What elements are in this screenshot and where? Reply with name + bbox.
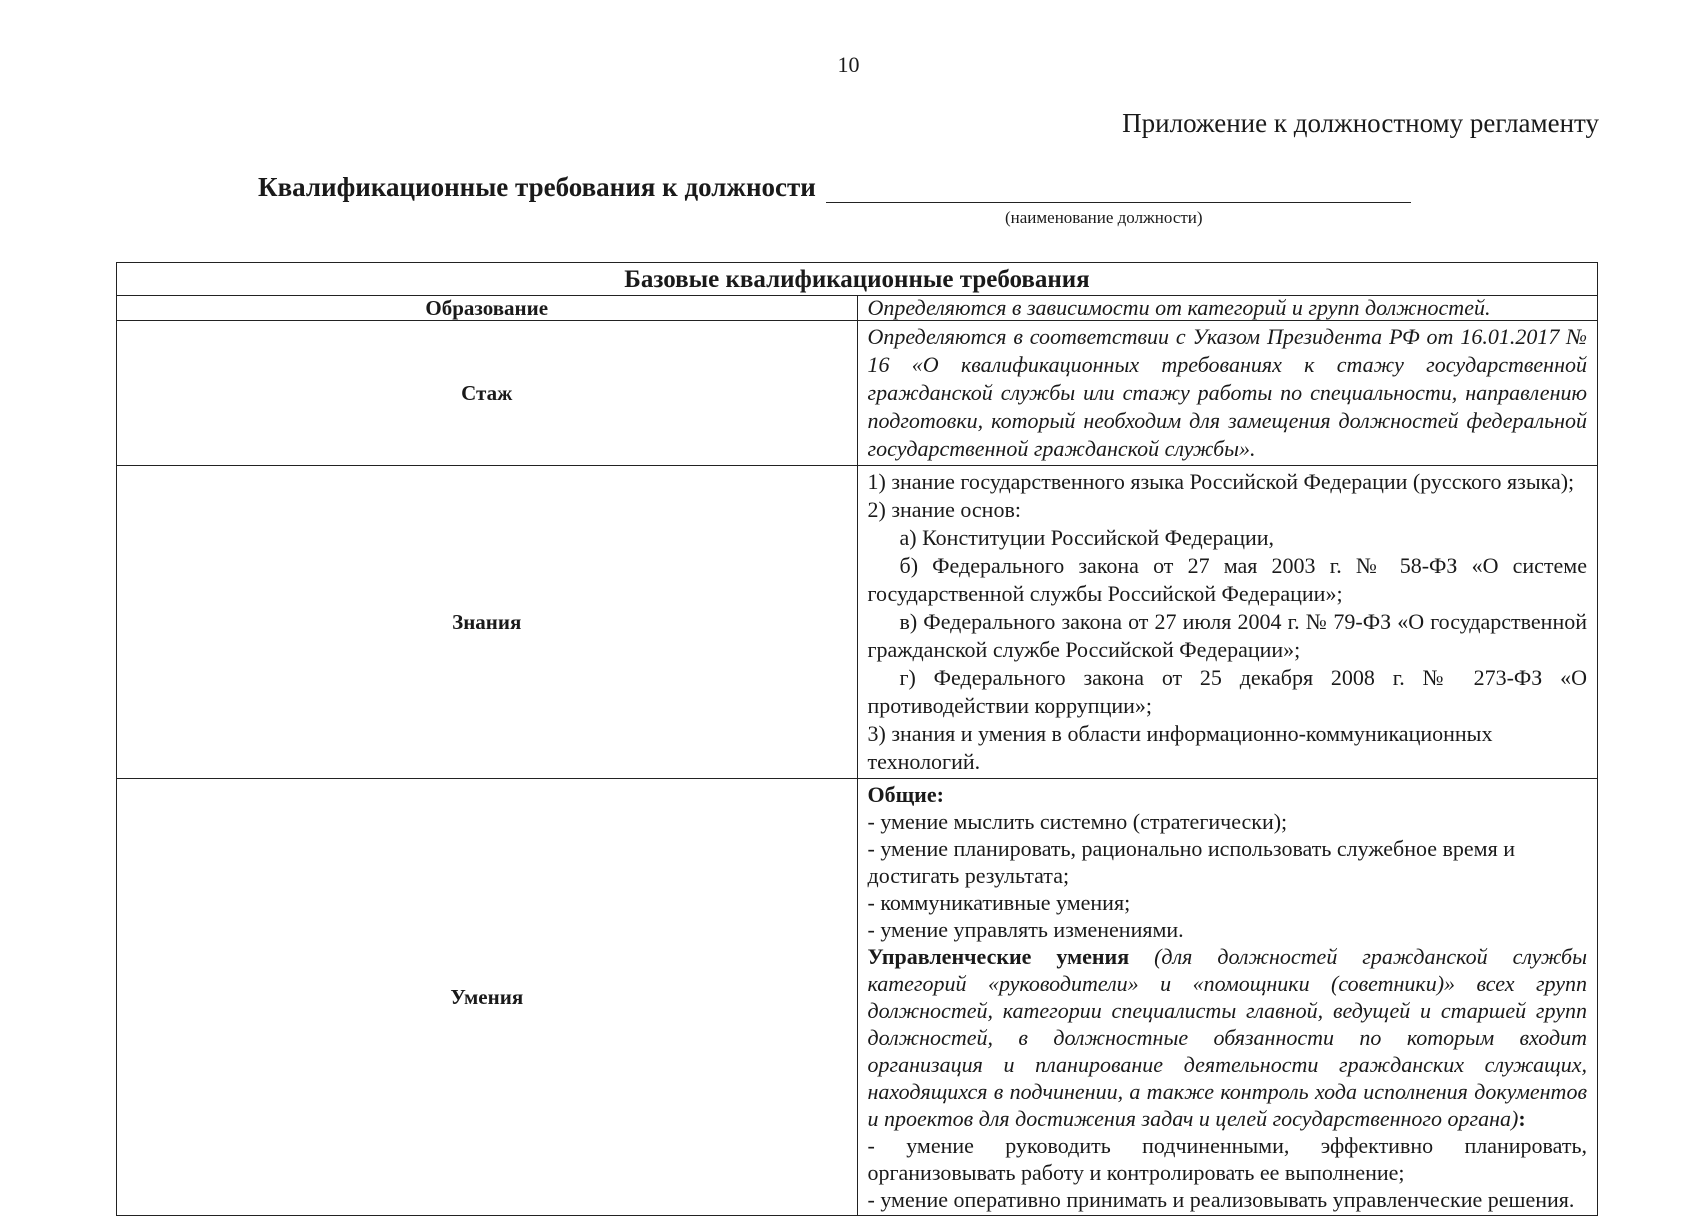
table-row-knowledge <box>117 466 1598 779</box>
knowledge-label: Знания <box>117 466 858 779</box>
table-header: Базовые квалификационные требования <box>117 263 1598 296</box>
education-text: Определяются в зависимости от категорий и групп должностей. <box>857 296 1598 321</box>
document-title-text: Квалификационные требования к должности <box>258 172 816 202</box>
experience-label: Стаж <box>117 321 858 466</box>
list-item: - умение руководить подчиненными, эффективно планировать, организовывать работу и контролировать ее выполнение; <box>867 1133 1587 1185</box>
table-row-education <box>117 296 1598 321</box>
appendix-title: Приложение к должностному регламенту <box>1122 108 1599 138</box>
list-item: г) Федерального закона от 25 декабря 2008 г. № 273-ФЗ «О противодействии коррупции»; <box>867 665 1587 718</box>
skills-label: Умения <box>117 779 858 1216</box>
knowledge-content <box>857 466 1598 779</box>
list-item: б) Федерального закона от 27 мая 2003 г. № 58-ФЗ «О системе государственной службы Российской Федерации»; <box>867 553 1587 606</box>
table-row-skills <box>117 779 1598 1216</box>
list-item: - умение управлять изменениями. <box>867 917 1184 942</box>
list-item: 1) знание государственного языка Российской Федерации (русского языка); <box>867 469 1575 494</box>
managerial-skills-paragraph <box>868 943 1588 1132</box>
table-row-experience <box>117 321 1598 466</box>
qualification-requirements-table <box>116 262 1598 1216</box>
managerial-skills-colon: : <box>1518 1106 1526 1131</box>
general-skills-heading: Общие: <box>867 782 944 807</box>
document-title <box>258 172 1411 203</box>
list-item: 2) знание основ: <box>867 497 1021 522</box>
education-label: Образование <box>117 296 858 321</box>
position-name-caption: (наименование должности) <box>1005 208 1203 227</box>
page-number: 10 <box>837 52 860 77</box>
skills-content <box>857 779 1598 1216</box>
list-item: 3) знания и умения в области информационно-коммуникационных технологий. <box>867 721 1493 774</box>
position-name-blank <box>826 176 1411 203</box>
experience-text: Определяются в соответствии с Указом Президента РФ от 16.01.2017 № 16 «О квалификационных требованиях к стажу государственной гражданской службы или стажу работы по специальности, направлению подготовки, который необходим для замещения должностей федеральной государственной гражданской службы». <box>857 321 1598 466</box>
list-item: а) Конституции Российской Федерации, <box>899 525 1275 550</box>
list-item: - умение планировать, рационально использовать служебное время и достигать результата; <box>867 836 1515 888</box>
managerial-skills-heading: Управленческие умения <box>867 944 1130 969</box>
table-header-row <box>117 263 1598 296</box>
list-item: - умение оперативно принимать и реализовывать управленческие решения. <box>867 1187 1575 1212</box>
managerial-skills-note: (для должностей гражданской службы категорий «руководители» и «помощники (советники)» всех групп должностей, категории специалисты главной, ведущей и старшей групп должностей, в должностные обязанности по которым входит организация и планирование деятельности гражданских служащих, находящихся в подчинении, а также контроль хода исполнения документов и проектов для достижения задач и целей государственного органа) <box>867 944 1587 1131</box>
list-item: - коммуникативные умения; <box>867 890 1131 915</box>
list-item: - умение мыслить системно (стратегически); <box>867 809 1288 834</box>
list-item: в) Федерального закона от 27 июля 2004 г. № 79-ФЗ «О государственной гражданской службе Российской Федерации»; <box>867 609 1587 662</box>
